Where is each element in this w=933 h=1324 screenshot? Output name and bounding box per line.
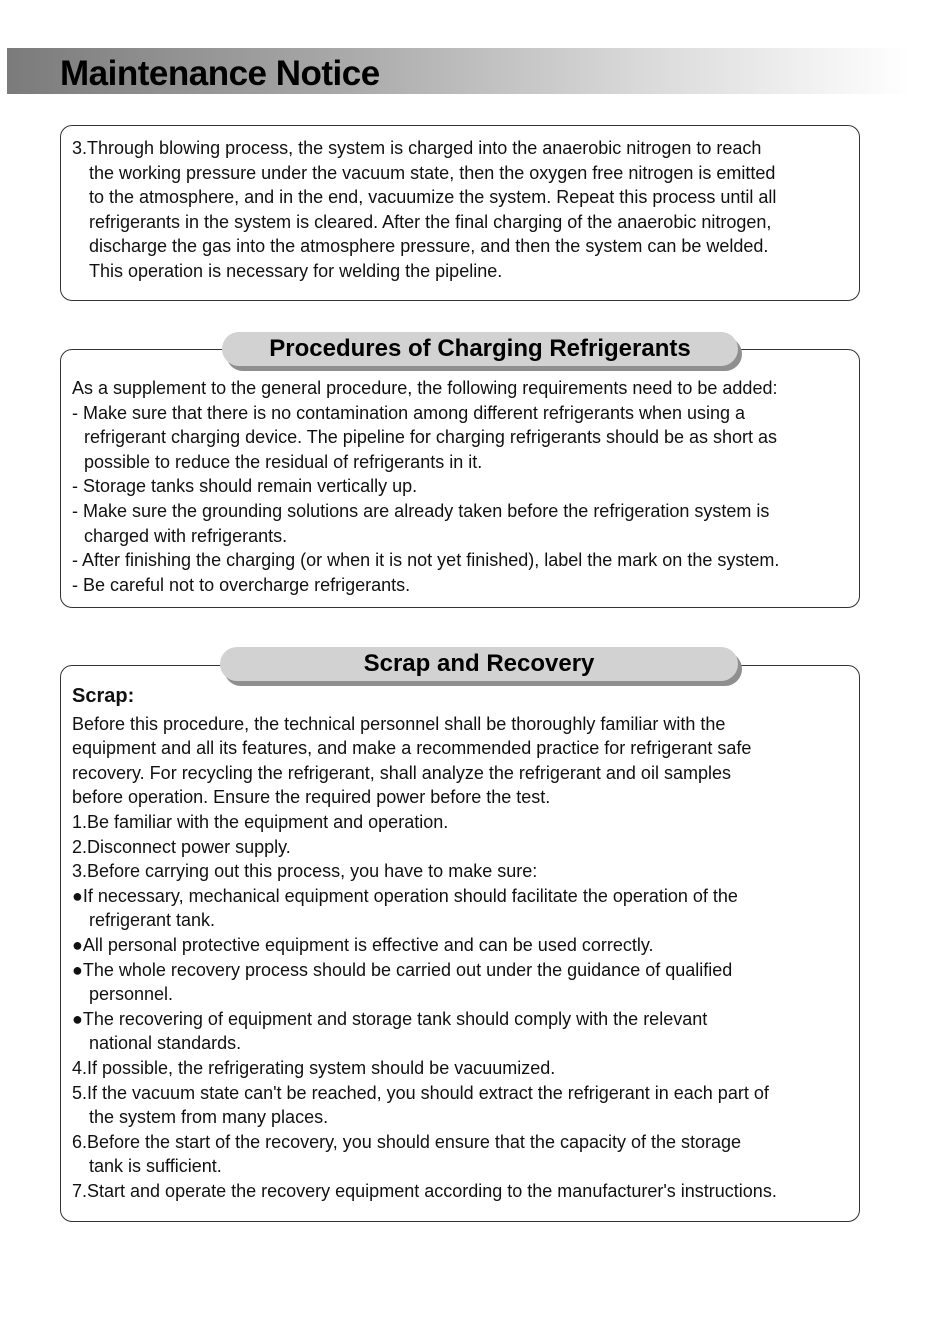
text-line: Before this procedure, the technical personnel shall be thoroughly familiar with the (72, 713, 726, 734)
text-line: - After finishing the charging (or when it is not yet finished), label the mark on the system. (72, 550, 780, 571)
text-line: refrigerants in the system is cleared. After the final charging of the anaerobic nitrogen, (89, 211, 772, 232)
text-line: This operation is necessary for welding the pipeline. (89, 260, 503, 281)
scrap-subtitle: Scrap: (72, 685, 135, 707)
text-line: ●The recovering of equipment and storage tank should comply with the relevant (72, 1008, 708, 1029)
text-line: refrigerant charging device. The pipeline for charging refrigerants should be as short as (84, 427, 778, 448)
text-line: equipment and all its features, and make a recommended practice for refrigerant safe (72, 738, 752, 759)
text-line: national standards. (89, 1033, 242, 1054)
text-line: ●The whole recovery process should be carried out under the guidance of qualified (72, 959, 733, 980)
text-line: discharge the gas into the atmosphere pressure, and then the system can be welded. (89, 236, 769, 257)
text-line: to the atmosphere, and in the end, vacuumize the system. Repeat this process until all (89, 187, 777, 208)
text-line: before operation. Ensure the required power before the test. (72, 787, 551, 808)
page-title: Maintenance Notice (60, 54, 380, 93)
text-line: 4.If possible, the refrigerating system should be vacuumized. (72, 1057, 556, 1078)
text-line: recovery. For recycling the refrigerant, shall analyze the refrigerant and oil samples (72, 762, 731, 783)
text-line: - Be careful not to overcharge refrigerants. (72, 574, 411, 595)
text-line: 1.Be familiar with the equipment and operation. (72, 811, 449, 832)
text-line: 3.Through blowing process, the system is charged into the anaerobic nitrogen to reach (72, 138, 762, 158)
text-line: As a supplement to the general procedure, the following requirements need to be added: (72, 378, 778, 398)
text-line: - Storage tanks should remain vertically up. (72, 476, 418, 497)
text-line: 7.Start and operate the recovery equipment according to the manufacturer's instructions. (72, 1180, 777, 1201)
text-line: refrigerant tank. (89, 910, 216, 931)
text-line: ●All personal protective equipment is effective and can be used correctly. (72, 934, 654, 955)
text-line: charged with refrigerants. (84, 525, 288, 546)
charging-procedures-title: Procedures of Charging Refrigerants (222, 332, 738, 366)
text-line: the system from many places. (89, 1107, 329, 1128)
text-line: tank is sufficient. (89, 1156, 222, 1177)
text-line: - Make sure the grounding solutions are already taken before the refrigeration system is (72, 500, 770, 521)
nitrogen-blowing-text (72, 136, 776, 284)
text-line: the working pressure under the vacuum state, then the oxygen free nitrogen is emitted (89, 162, 776, 183)
text-line: 5.If the vacuum state can't be reached, you should extract the refrigerant in each part of (72, 1082, 769, 1103)
text-line: personnel. (89, 984, 174, 1005)
text-line: ●If necessary, mechanical equipment operation should facilitate the operation of the (72, 885, 738, 906)
text-line: 2.Disconnect power supply. (72, 836, 291, 857)
charging-procedures-text (72, 376, 779, 597)
text-line: 6.Before the start of the recovery, you should ensure that the capacity of the storage (72, 1131, 742, 1152)
text-line: 3.Before carrying out this process, you have to make sure: (72, 861, 538, 882)
text-line: - Make sure that there is no contamination among different refrigerants when using a (72, 402, 746, 423)
scrap-recovery-title: Scrap and Recovery (220, 647, 738, 681)
scrap-recovery-text (72, 684, 777, 1203)
text-line: possible to reduce the residual of refrigerants in it. (84, 451, 483, 472)
